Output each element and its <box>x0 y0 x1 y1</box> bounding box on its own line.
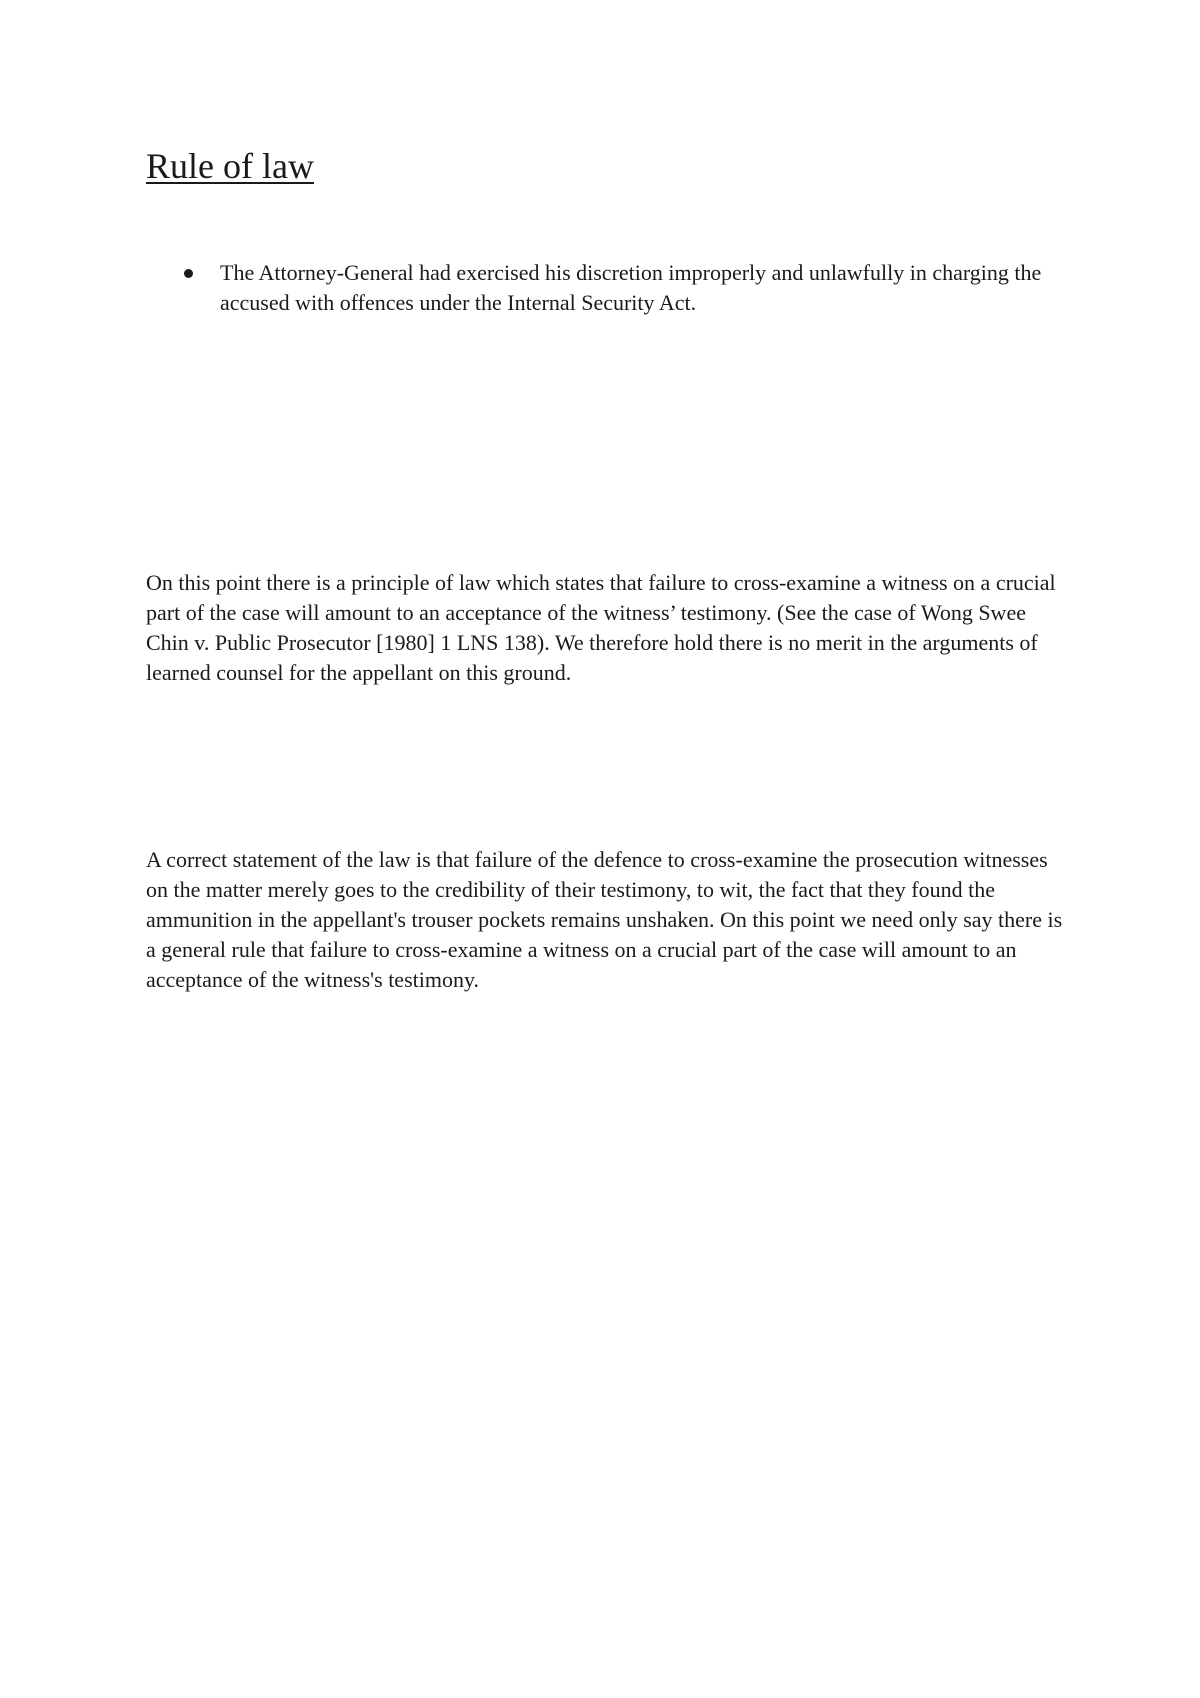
paragraph-principle: On this point there is a principle of law which states that failure to cross-examine a witness on a crucial part of the case will amount to an acceptance of the witness’ testimony. (See the case of Wong Swee Chin v. Public Prosecutor [1980] 1 LNS 138). We therefore hold there is no merit in the arguments of learned counsel for the appellant on this ground. <box>146 570 1056 685</box>
paragraph-correct-statement: A correct statement of the law is that failure of the defence to cross-examine the prosecution witnesses on the matter merely goes to the credibility of their testimony, to wit, the fact that they found the ammunition in the appellant's trouser pockets remains unshaken. On this point we need only say there is a general rule that failure to cross-examine a witness on a crucial part of the case will amount to an acceptance of the witness's testimony. <box>146 847 1063 992</box>
page-title: Rule of law <box>146 146 314 186</box>
bullet-text: The Attorney-General had exercised his discretion improperly and unlawfully in charging the accused with offences under the Internal Security Act. <box>220 260 1042 315</box>
bullet-icon <box>184 269 193 278</box>
list-item <box>146 258 1046 318</box>
bullet-list <box>146 258 1046 318</box>
